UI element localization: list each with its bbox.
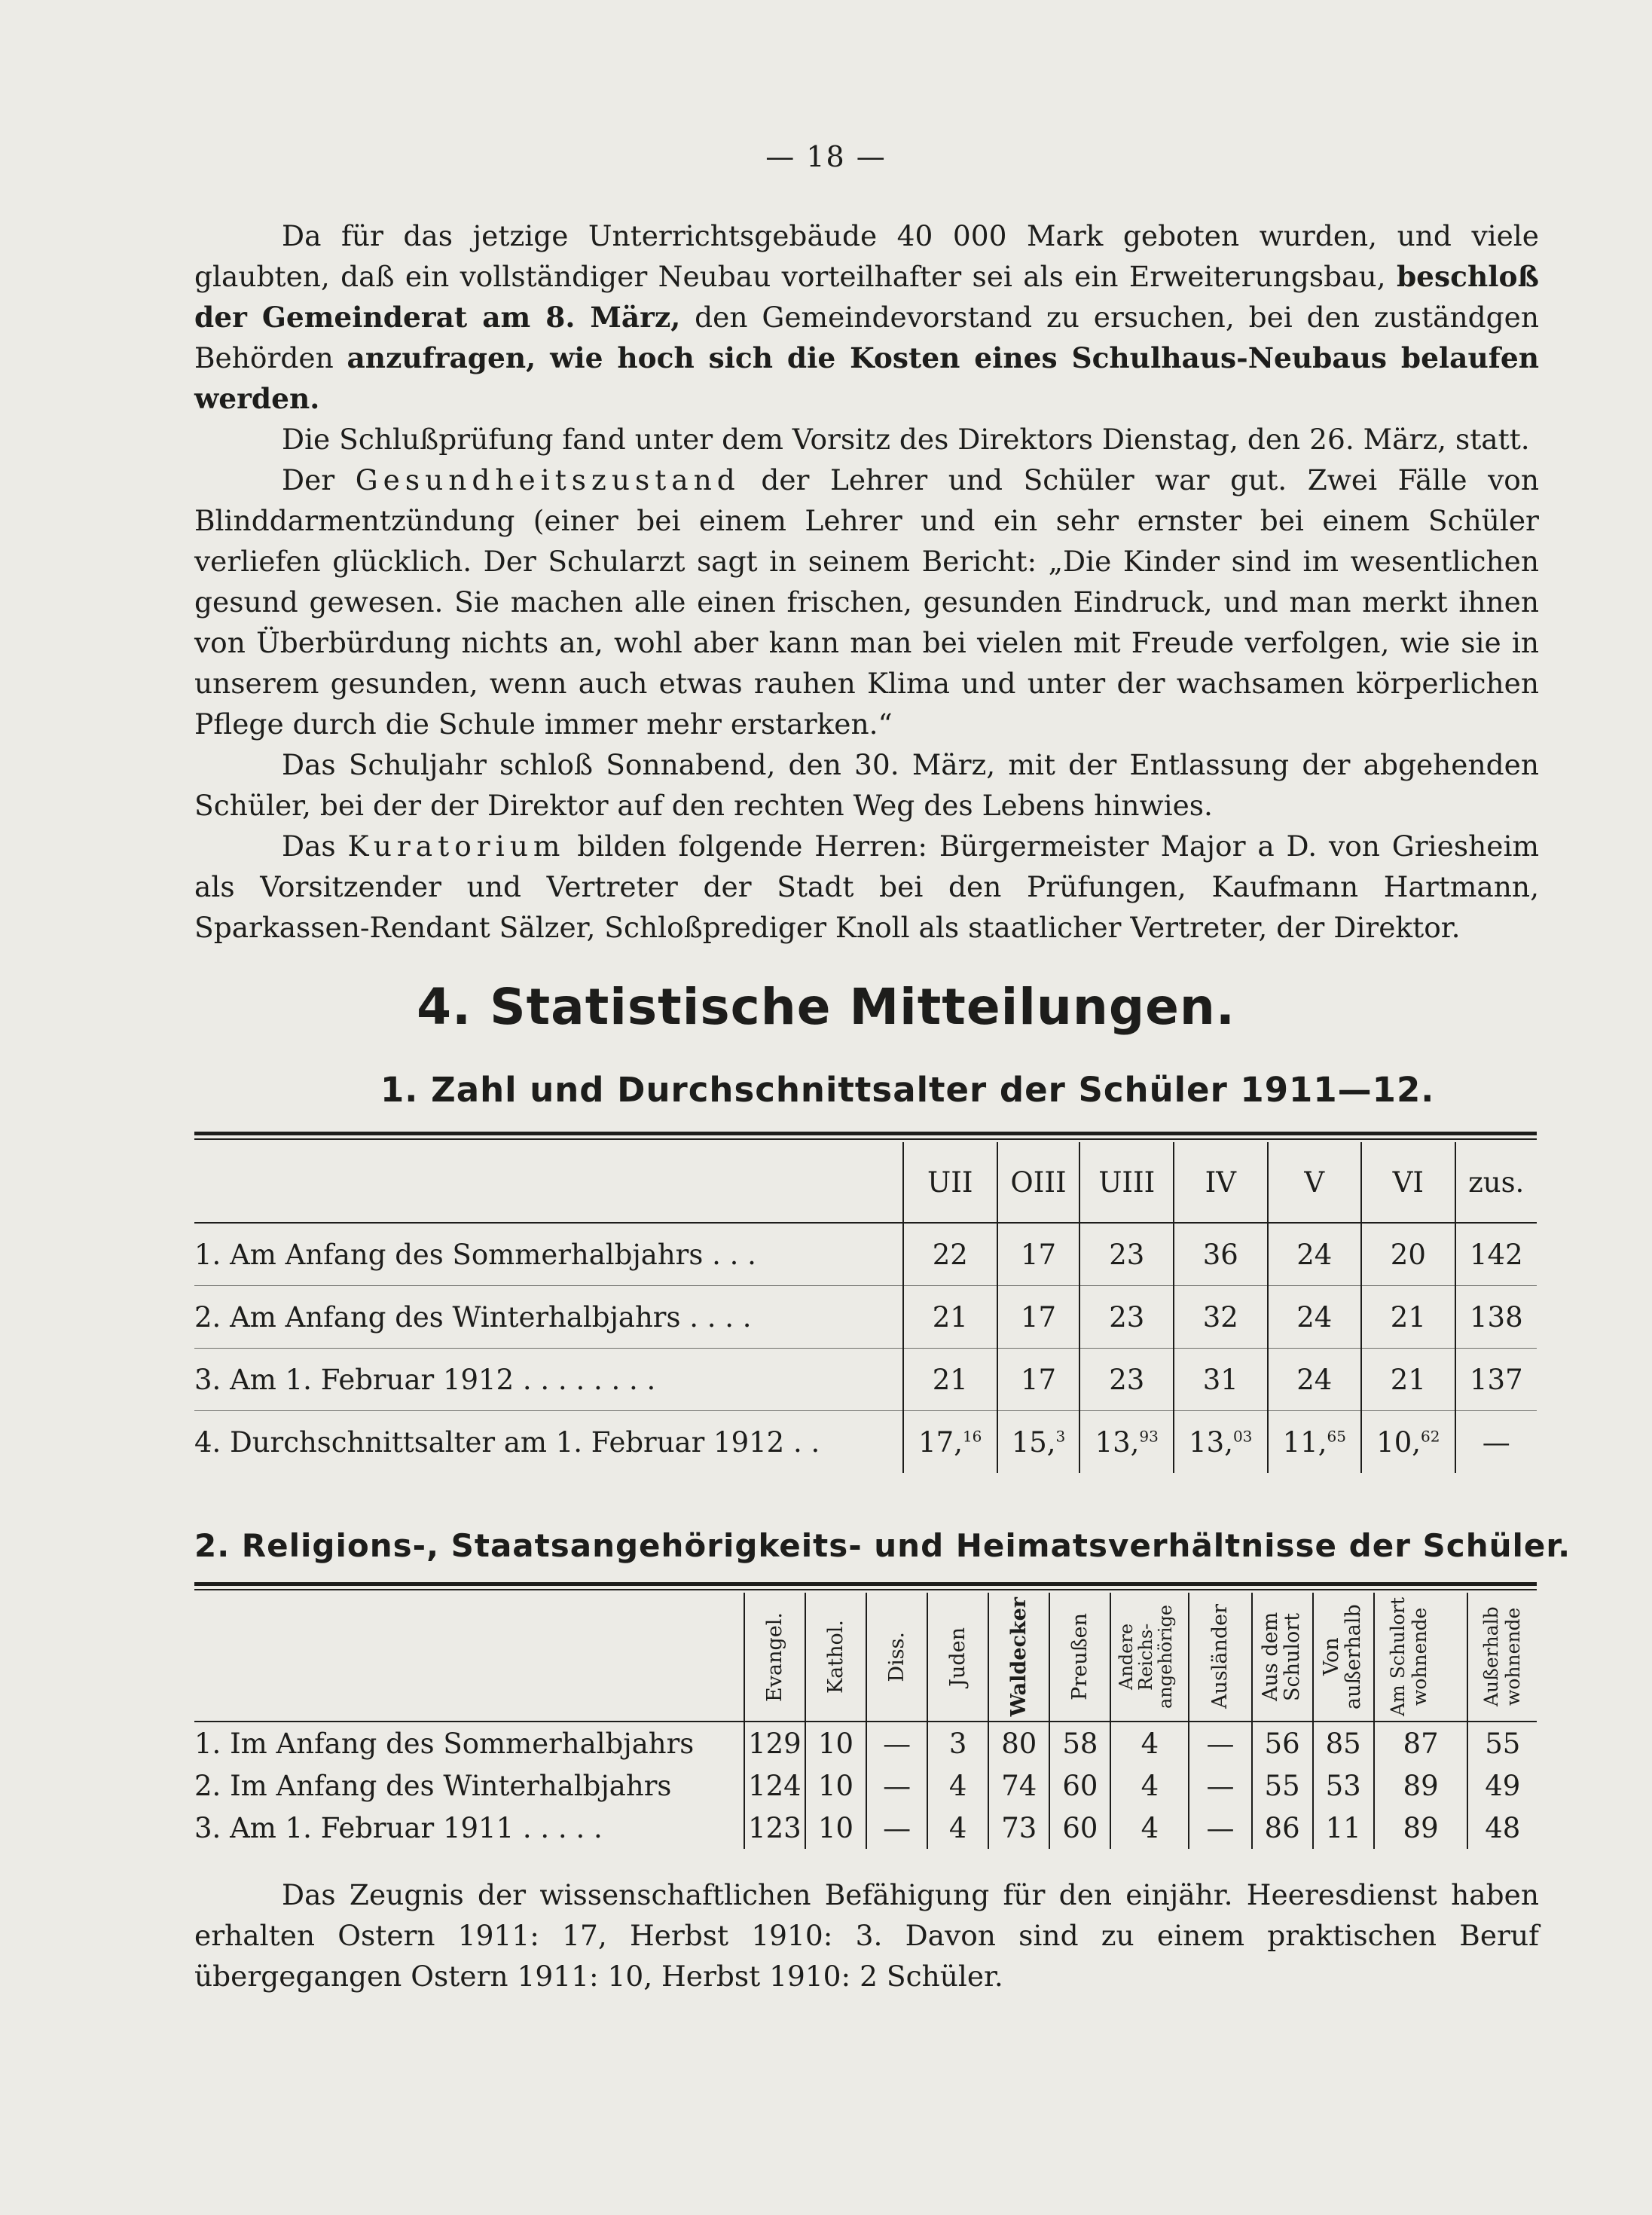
table2-cell: —	[866, 1764, 927, 1807]
table1	[194, 1142, 1537, 1473]
p3-spaced: Gesundheitszustand	[355, 463, 740, 496]
table2-cell: 73	[988, 1807, 1049, 1849]
table2-header-row	[194, 1593, 1537, 1722]
table1-col-5: VI	[1361, 1142, 1455, 1223]
table2-col-10	[1374, 1593, 1468, 1722]
p1-text-b: den Gemeindevorstand zu ersuchen, bei den zuständgen Behörden	[194, 301, 1539, 374]
closing-paragraph: Das Zeugnis der wissenschaftlichen Befähigung für den einjähr. Heeresdienst haben erhalten Ostern 1911: 17, Herbst 1910: 3. Davon sind zu einem praktischen Beruf übergegangen Ostern 1911: 10, Herbst 1910: 2 Schüler.	[194, 1878, 1539, 1993]
table2-cell: 10	[805, 1722, 866, 1764]
age-value: 15,	[1011, 1425, 1056, 1459]
table2-col-6-label: Andere Reichs- angehörige	[1116, 1605, 1177, 1709]
table1-cell: 21	[903, 1286, 997, 1349]
table2-cell: 87	[1374, 1722, 1468, 1764]
table1-top-rule	[194, 1132, 1537, 1135]
table2-col-4	[988, 1593, 1049, 1722]
table2-col-5-label: Preußen	[1068, 1613, 1092, 1700]
table1-col-0: UII	[903, 1142, 997, 1223]
age-decimal: 03	[1232, 1427, 1253, 1446]
table1-cell: 24	[1268, 1286, 1362, 1349]
table1-cell: 137	[1455, 1349, 1537, 1411]
paragraph-5	[194, 826, 1539, 948]
age-decimal: 62	[1421, 1427, 1440, 1446]
table2-cell: 4	[1110, 1722, 1189, 1764]
table2-col-2	[866, 1593, 927, 1722]
table2-col-0-label: Evangel.	[762, 1612, 786, 1702]
table2-cell: 58	[1049, 1722, 1110, 1764]
page-number: — 18 —	[765, 140, 887, 173]
age-decimal: 3	[1055, 1427, 1066, 1446]
table1-cell: 24	[1268, 1349, 1362, 1411]
table1-cell: 142	[1455, 1223, 1537, 1286]
table1-cell: 36	[1174, 1223, 1268, 1286]
age-value: —	[1482, 1425, 1510, 1459]
table2-col-7-label: Ausländer	[1208, 1604, 1232, 1709]
table1-cell: 21	[903, 1349, 997, 1411]
table2-col-6	[1110, 1593, 1189, 1722]
table2-cell: 53	[1313, 1764, 1374, 1807]
table2-col-1	[805, 1593, 866, 1722]
table2-cell: 123	[744, 1807, 805, 1849]
table1-row-3	[194, 1349, 1537, 1411]
table2-top-rule	[194, 1582, 1537, 1586]
table1-cell: 21	[1361, 1286, 1455, 1349]
table2-cell: 10	[805, 1807, 866, 1849]
table2-cell: 60	[1049, 1807, 1110, 1849]
table2-cell: 89	[1374, 1764, 1468, 1807]
table1-age-cell	[903, 1411, 997, 1474]
table2-col-11-label: Außerhalb wohnende	[1479, 1606, 1524, 1707]
table2-top-rule-thin	[194, 1589, 1537, 1590]
table2-cell: 85	[1313, 1722, 1374, 1764]
table1-cell: 17	[997, 1223, 1080, 1286]
table2-col-5	[1049, 1593, 1110, 1722]
table2-col-9-label: Von außerhalb	[1320, 1604, 1366, 1709]
table2-cell: 10	[805, 1764, 866, 1807]
table1-age-cell	[1174, 1411, 1268, 1474]
p3-text-b: der Lehrer und Schüler war gut. Zwei Fälle von Blinddarmentzündung (einer bei einem Lehrer und ein sehr ernster bei einem Schüler verliefen glücklich. Der Schularzt sagt in seinem Bericht: „Die Kinder sind im wesentlichen gesund gewesen. Sie machen alle einen frischen, gesunden Eindruck, und man merkt ihnen von Überbürdung nichts an, wohl aber kann man bei vielen mit Freude verfolgen, wie sie in unserem gesunden, wenn auch etwas rauhen Klima und unter der wachsamen körperlichen Pflege durch die Schule immer mehr erstarken.“	[194, 463, 1540, 741]
table2-col-8	[1252, 1593, 1313, 1722]
paragraph-3	[194, 460, 1539, 744]
table2-cell: —	[866, 1807, 927, 1849]
age-decimal: 93	[1139, 1427, 1159, 1446]
closing-text	[194, 1874, 1539, 1997]
p1-bold-b: anzufragen, wie hoch sich die Kosten eines Schulhaus-Neubaus belaufen werden.	[194, 341, 1539, 415]
table2-row-2	[194, 1764, 1537, 1807]
table1-age-cell	[997, 1411, 1080, 1474]
table2-cell: —	[1189, 1807, 1251, 1849]
section-title: 4. Statistische Mitteilungen.	[417, 978, 1235, 1036]
table2-cell: 55	[1252, 1764, 1313, 1807]
table1-age-cell	[1455, 1411, 1537, 1474]
table1-cell: 20	[1361, 1223, 1455, 1286]
table1-header-row	[194, 1142, 1537, 1223]
table1-row-1	[194, 1223, 1537, 1286]
table1-col-1: OIII	[997, 1142, 1080, 1223]
table2-cell: 80	[988, 1722, 1049, 1764]
table1-cell: 23	[1079, 1349, 1174, 1411]
table1-top-rule-thin	[194, 1138, 1537, 1140]
table2-col-8-label: Aus dem Schulort	[1259, 1612, 1305, 1702]
paragraph-4: Das Schuljahr schloß Sonnabend, den 30. März, mit der Entlassung der abgehenden Schüler, bei der der Direktor auf den rechten Weg des Lebens hinwies.	[194, 748, 1539, 822]
p5-text-a: Das	[282, 829, 336, 863]
table2-cell: 74	[988, 1764, 1049, 1807]
table2-col-2-label: Diss.	[885, 1631, 909, 1682]
table2-cell: 86	[1252, 1807, 1313, 1849]
table1-row-4	[194, 1411, 1537, 1474]
table2-cell: 3	[927, 1722, 988, 1764]
paragraph-1	[194, 215, 1539, 419]
table2-title: 2. Religions-, Staatsangehörigkeits- und Heimatsverhältnisse der Schüler.	[194, 1527, 1571, 1564]
table1-corner	[194, 1142, 903, 1223]
age-value: 13,	[1189, 1425, 1233, 1459]
table2-col-0	[744, 1593, 805, 1722]
table1-row-2	[194, 1286, 1537, 1349]
p3-text-a: Der	[282, 463, 335, 496]
table1-cell: 22	[903, 1223, 997, 1286]
table2-row-2-label: 2. Im Anfang des Winterhalbjahrs	[194, 1769, 672, 1802]
p5-text-b: bilden folgende Herren: Bürgermeister Major a D. von Griesheim als Vorsitzender und Vertreter der Stadt bei den Prüfungen, Kaufmann Hartmann, Sparkassen-Rendant Sälzer, Schloßprediger Knoll als staatlicher Vertreter, der Direktor.	[194, 829, 1540, 944]
table2-cell: 60	[1049, 1764, 1110, 1807]
age-value: 13,	[1095, 1425, 1140, 1459]
table2-row-1-label: 1. Im Anfang des Sommerhalbjahrs	[194, 1727, 695, 1760]
table2-row-3	[194, 1807, 1537, 1849]
table1-cell: 24	[1268, 1223, 1362, 1286]
table2-cell: 4	[1110, 1764, 1189, 1807]
table1-col-3: IV	[1174, 1142, 1268, 1223]
table1-cell: 138	[1455, 1286, 1537, 1349]
table2-cell: 4	[1110, 1807, 1189, 1849]
table2-cell: 4	[927, 1807, 988, 1849]
table1-cell: 21	[1361, 1349, 1455, 1411]
table2-cell: 89	[1374, 1807, 1468, 1849]
table2-cell: 56	[1252, 1722, 1313, 1764]
table2-col-4-label: Waldecker	[1007, 1596, 1031, 1717]
age-value: 11,	[1282, 1425, 1327, 1459]
p5-spaced: Kuratorium	[347, 829, 566, 863]
table1-col-2: UIII	[1079, 1142, 1174, 1223]
table2-col-3	[927, 1593, 988, 1722]
table2-cell: 48	[1467, 1807, 1537, 1849]
table2-cell: 124	[744, 1764, 805, 1807]
table2-cell: 49	[1467, 1764, 1537, 1807]
table1-cell: 32	[1174, 1286, 1268, 1349]
age-value: 10,	[1376, 1425, 1421, 1459]
table1-row-3-label: 3. Am 1. Februar 1912 . . . . . . . .	[194, 1349, 903, 1411]
paragraph-2: Die Schlußprüfung fand unter dem Vorsitz des Direktors Dienstag, den 26. März, statt.	[282, 423, 1530, 456]
age-decimal: 16	[962, 1427, 982, 1446]
table2-col-10-label: Am Schulort wohnende	[1387, 1596, 1431, 1717]
table1-age-cell	[1268, 1411, 1362, 1474]
table1-cell: 31	[1174, 1349, 1268, 1411]
table2-row-1	[194, 1722, 1537, 1764]
age-value: 17,	[918, 1425, 963, 1459]
body-text	[194, 215, 1539, 948]
table1-age-cell	[1079, 1411, 1174, 1474]
table1-cell: 23	[1079, 1286, 1174, 1349]
table1-age-cell	[1361, 1411, 1455, 1474]
table2-cell: —	[1189, 1722, 1251, 1764]
table2-corner	[194, 1593, 744, 1722]
age-decimal: 65	[1327, 1427, 1346, 1446]
table2	[194, 1593, 1537, 1849]
table2-col-3-label: Juden	[946, 1627, 970, 1687]
table2-col-1-label: Kathol.	[823, 1620, 847, 1694]
table2-col-9	[1313, 1593, 1374, 1722]
table1-cell: 17	[997, 1349, 1080, 1411]
table2-cell: 11	[1313, 1807, 1374, 1849]
table2-col-7	[1189, 1593, 1251, 1722]
table2-cell: —	[1189, 1764, 1251, 1807]
p1-bold-a: beschloß der Gemeinderat am 8. März,	[194, 260, 1539, 334]
table2-col-11	[1467, 1593, 1537, 1722]
table1-cell: 23	[1079, 1223, 1174, 1286]
table1-col-6: zus.	[1455, 1142, 1537, 1223]
table2-cell: 55	[1467, 1722, 1537, 1764]
table1-col-4: V	[1268, 1142, 1362, 1223]
table1-cell: 17	[997, 1286, 1080, 1349]
table2-cell: —	[866, 1722, 927, 1764]
table1-title: 1. Zahl und Durchschnittsalter der Schüler 1911—12.	[380, 1070, 1435, 1110]
table1-row-1-label: 1. Am Anfang des Sommerhalbjahrs . . .	[194, 1223, 903, 1286]
p1-text-a: Da für das jetzige Unterrichtsgebäude 40 000 Mark geboten wurden, und viele glaubten, daß ein vollständiger Neubau vorteilhafter sei als ein Erweiterungsbau,	[194, 219, 1539, 293]
table1-row-2-label: 2. Am Anfang des Winterhalbjahrs . . . .	[194, 1286, 903, 1349]
table1-row-4-label: 4. Durchschnittsalter am 1. Februar 1912 . .	[194, 1425, 820, 1459]
table2-row-3-label: 3. Am 1. Februar 1911 . . . . .	[194, 1811, 603, 1844]
table2-cell: 129	[744, 1722, 805, 1764]
table2-cell: 4	[927, 1764, 988, 1807]
